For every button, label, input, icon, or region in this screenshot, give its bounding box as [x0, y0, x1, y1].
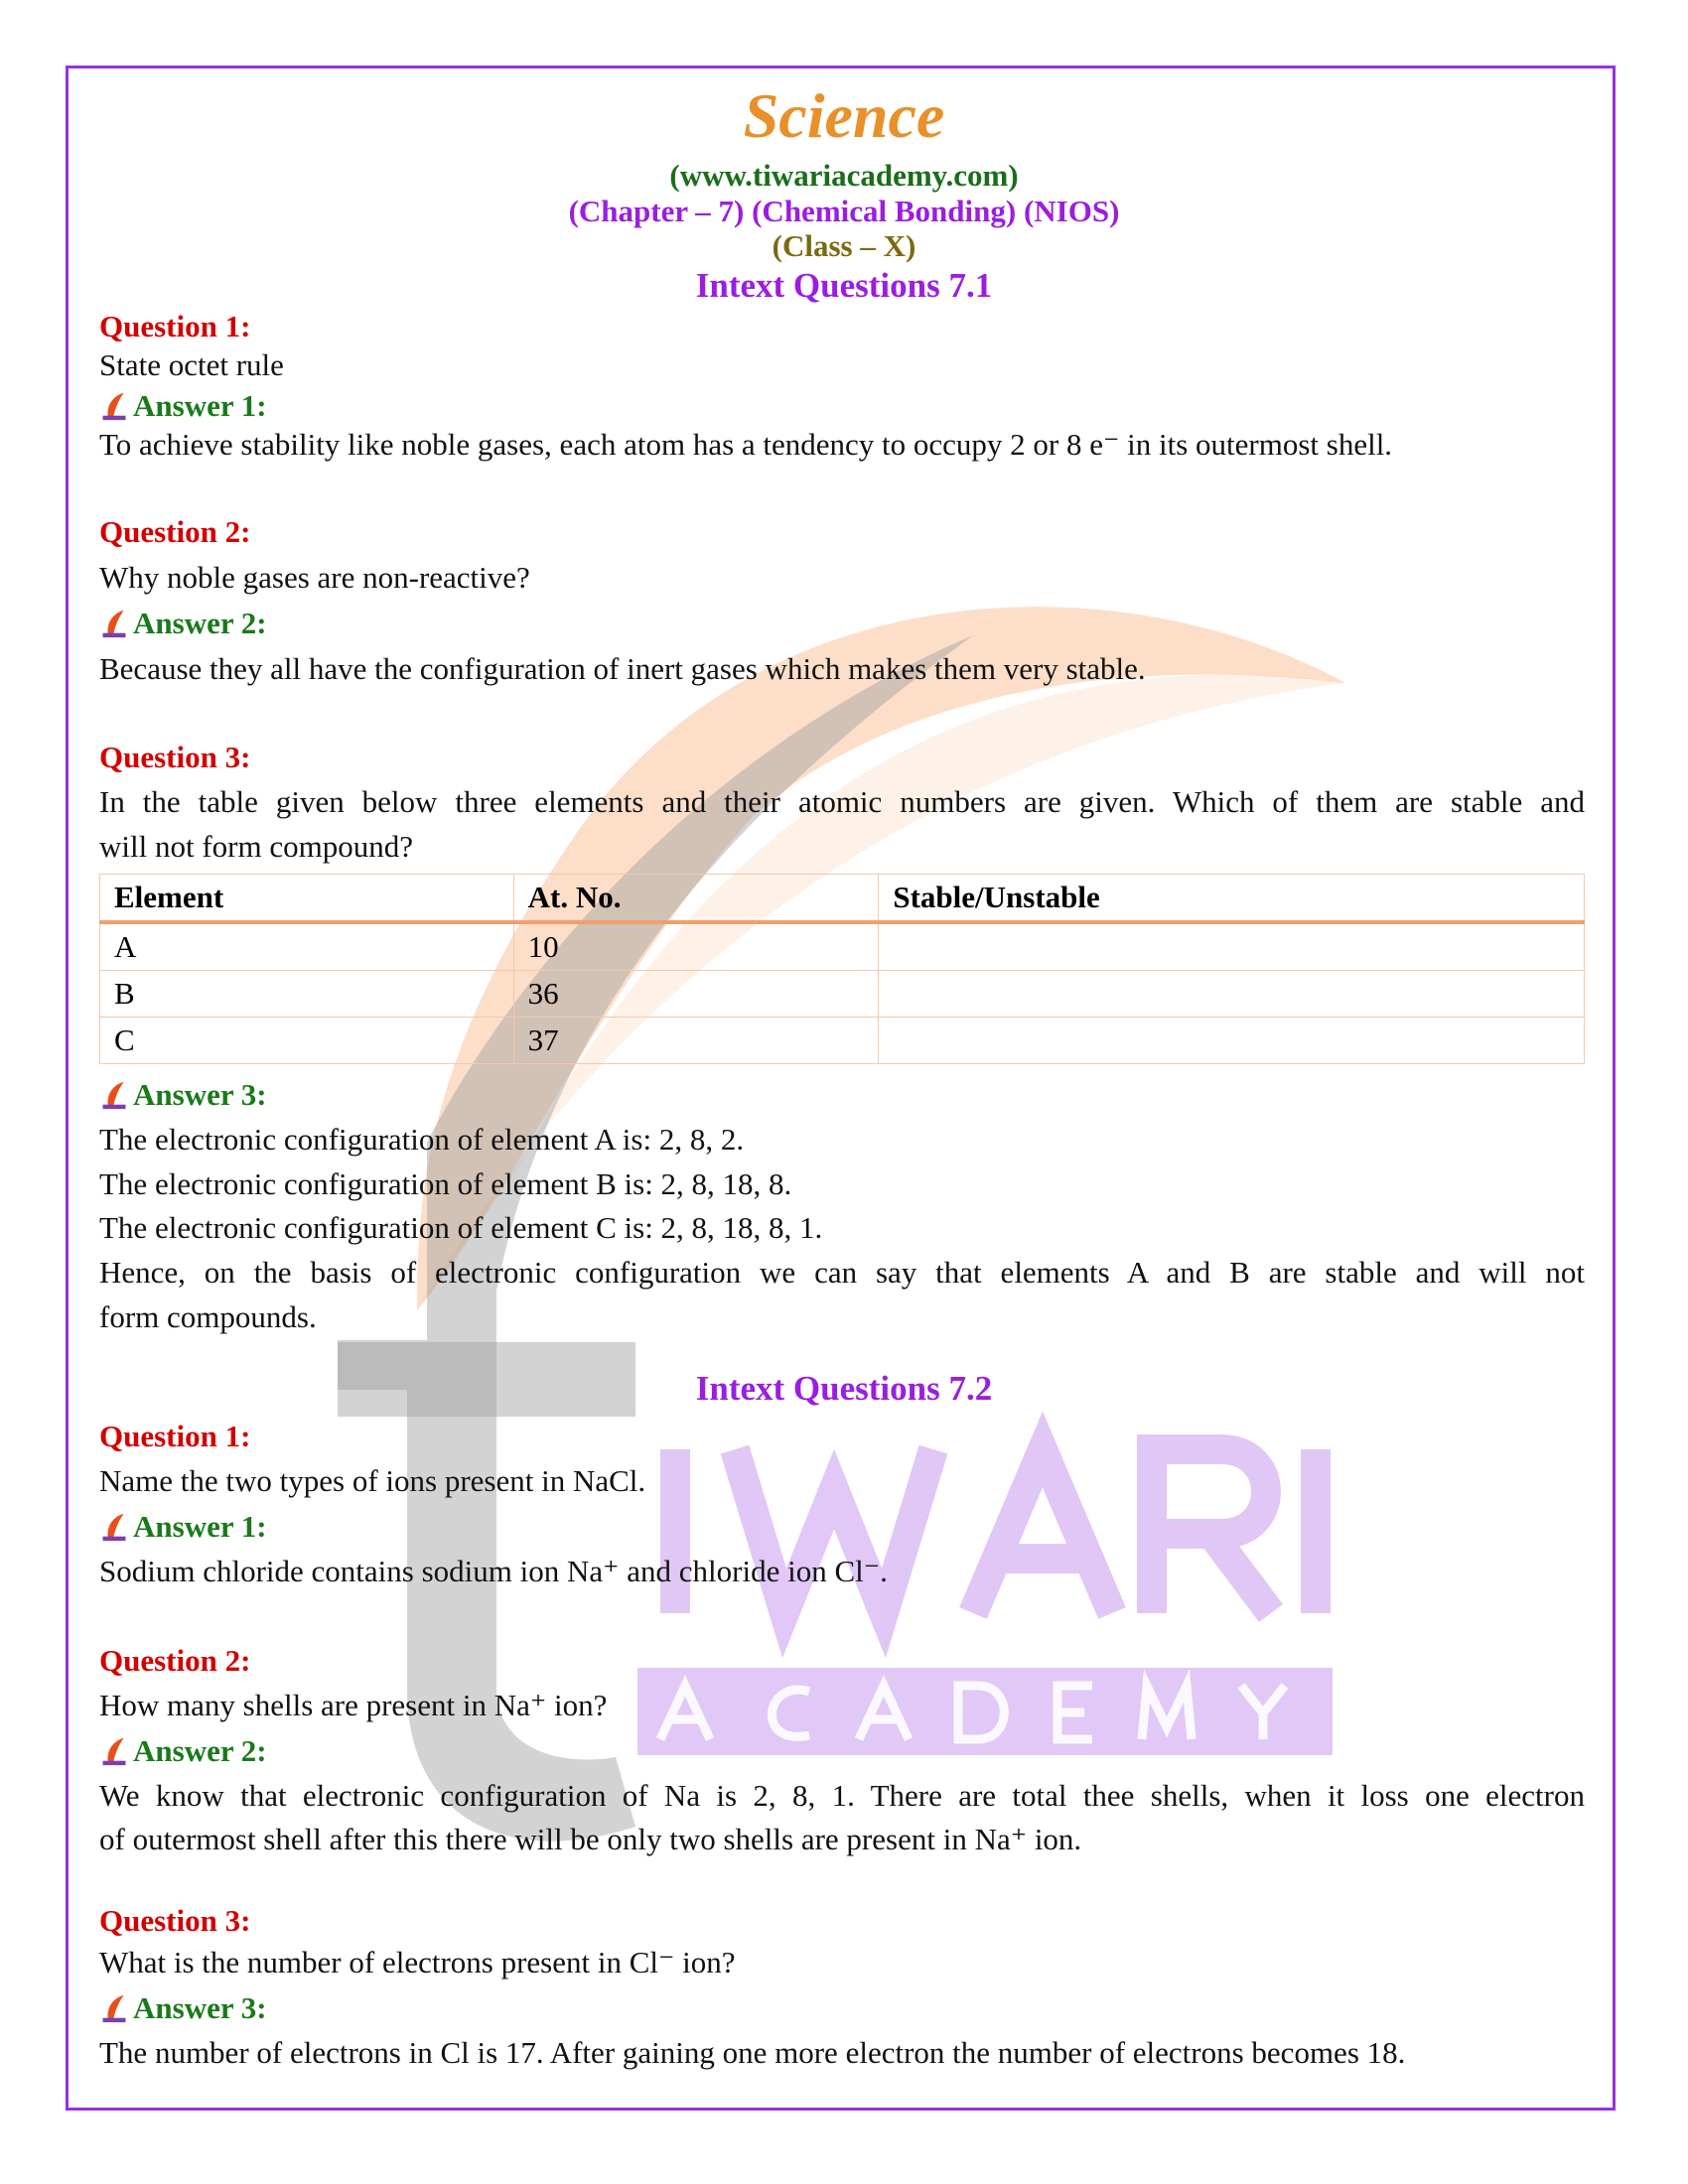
table-cell: A — [100, 922, 514, 971]
question-label: Question 2: — [99, 1643, 251, 1678]
question-text: In the table given below three elements and their atomic numbers are given. Which of them are stable and — [99, 784, 1585, 819]
pen-icon — [99, 391, 129, 421]
question-text: will not form compound? — [99, 829, 413, 864]
question-text: What is the number of electrons present in Cl⁻ ion? — [99, 1945, 736, 1979]
table-cell: C — [100, 1018, 514, 1064]
answer-text: The electronic configuration of element C is: 2, 8, 18, 8, 1. — [99, 1210, 823, 1245]
answer-label: Answer 2: — [99, 605, 267, 642]
table-cell — [879, 971, 1585, 1018]
column-header: Stable/Unstable — [879, 875, 1585, 923]
website-link[interactable]: (www.tiwariacademy.com) — [669, 158, 1019, 193]
answer-text: The number of electrons in Cl is 17. After gaining one more electron the number of electrons becomes 18. — [99, 2035, 1406, 2070]
answer-text: The electronic configuration of element B is: 2, 8, 18, 8. — [99, 1166, 792, 1201]
answer-label: Answer 2: — [99, 1732, 267, 1770]
table-row — [100, 1018, 1585, 1064]
table-header-row — [100, 875, 1585, 923]
answer-text: To achieve stability like noble gases, each atom has a tendency to occupy 2 or 8 e⁻ in its outermost shell. — [99, 427, 1393, 462]
class-info: (Class – X) — [772, 228, 916, 263]
answer-label: Answer 3: — [99, 1989, 267, 2027]
answer-text: The electronic configuration of element A is: 2, 8, 2. — [99, 1122, 745, 1157]
answer-label: Answer 1: — [99, 1508, 267, 1546]
question-text: State octet rule — [99, 347, 284, 382]
section-heading: Intext Questions 7.2 — [695, 1369, 993, 1408]
question-label: Question 1: — [99, 309, 251, 343]
elements-table — [99, 874, 1585, 1064]
answer-text: Because they all have the configuration of inert gases which makes them very stable. — [99, 651, 1146, 686]
table-cell: 36 — [513, 971, 879, 1018]
question-text: How many shells are present in Na⁺ ion? — [99, 1688, 608, 1722]
pen-icon — [99, 1736, 129, 1766]
column-header: At. No. — [513, 875, 879, 923]
page-title: Science — [743, 80, 945, 151]
question-label: Question 3: — [99, 1903, 251, 1938]
section-heading: Intext Questions 7.1 — [695, 266, 993, 305]
answer-label: Answer 1: — [99, 387, 267, 425]
table-cell: 37 — [513, 1018, 879, 1064]
answer-text: Sodium chloride contains sodium ion Na⁺ and chloride ion Cl⁻. — [99, 1554, 888, 1588]
table-cell — [879, 1018, 1585, 1064]
question-text: Name the two types of ions present in NaCl. — [99, 1463, 646, 1498]
answer-label: Answer 3: — [99, 1076, 267, 1114]
chapter-info: (Chapter – 7) (Chemical Bonding) (NIOS) — [568, 194, 1120, 228]
question-label: Question 2: — [99, 514, 251, 549]
pen-icon — [99, 609, 129, 638]
table-row — [100, 922, 1585, 971]
answer-text: We know that electronic configuration of Na is 2, 8, 1. There are total thee shells, when it loss one electron — [99, 1778, 1585, 1813]
pen-icon — [99, 1080, 129, 1110]
table-cell: 10 — [513, 922, 879, 971]
question-text: Why noble gases are non-reactive? — [99, 560, 530, 595]
answer-text: form compounds. — [99, 1299, 317, 1334]
question-label: Question 3: — [99, 740, 251, 774]
table-row — [100, 971, 1585, 1018]
answer-text: of outermost shell after this there will be only two shells are present in Na⁺ ion. — [99, 1822, 1082, 1856]
pen-icon — [99, 1993, 129, 2023]
table-cell: B — [100, 971, 514, 1018]
column-header: Element — [100, 875, 514, 923]
table-cell — [879, 922, 1585, 971]
question-label: Question 1: — [99, 1419, 251, 1453]
answer-text: Hence, on the basis of electronic configuration we can say that elements A and B are stable and will not — [99, 1255, 1585, 1290]
pen-icon — [99, 1512, 129, 1542]
